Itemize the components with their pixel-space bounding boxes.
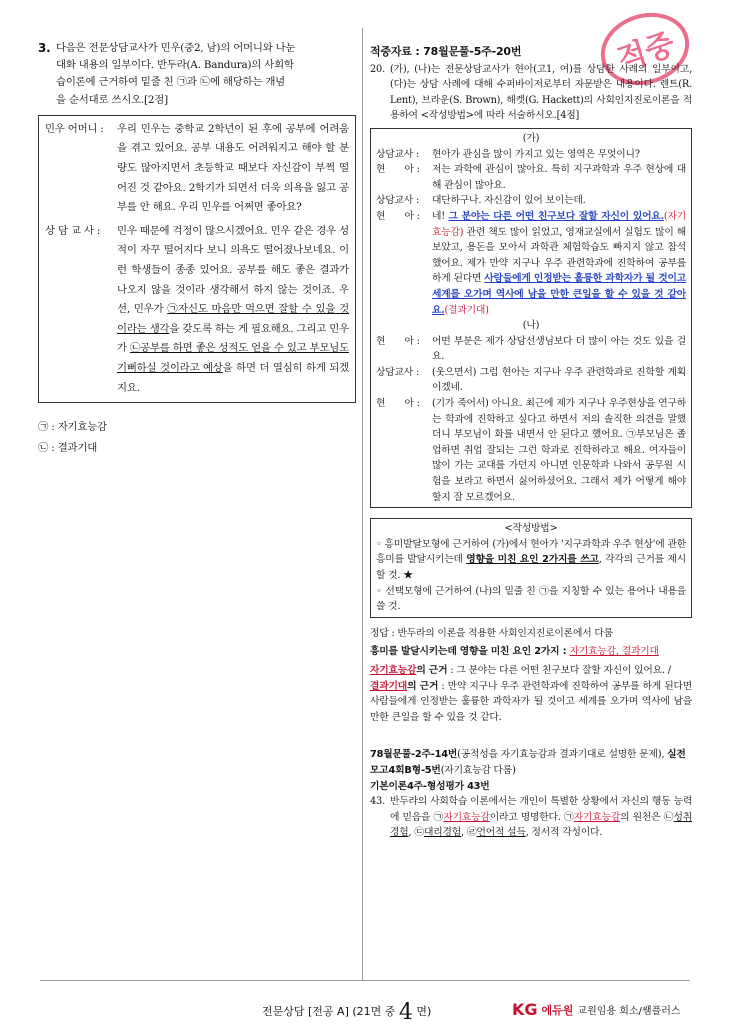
- question-text: 다음은 전문상담교사가 민우(중2, 남)의 어머니와 나눈 대화 내용의 일부이다. 반두라(A. Bandura)의 사회학 습이론에 근거하여 밑줄 친 ㉠과 ㉡에 해당하는 개념 을 순서대로 쓰시오.[2점]: [56, 42, 296, 106]
- dialogue-box: [38, 115, 356, 403]
- answer-list: [38, 419, 356, 457]
- dialogue-line: 현 아 : 네! 그 분야는 다른 어떤 친구보다 잘할 자신이 있어요.(자기효능감) 관련 책도 많이 읽었고, 영재교실에서 실험도 많이 해보았고, 용돈을 모아서 과학관 체험학습도 빠지지 않고 참석했어요. 제가 만약 지구나 우주 관련학과에 진학하여 공부를 하게 된다면 사람들에게 인정받는 훌륭한 과학자가 될 것이고 세계를 오가며 역사에 남을 만한 큰일을 할 수 있을 것 같아요.(결과기대): [376, 210, 686, 316]
- brand-logo: KG 에듀원 교원임용 희소/쌤플러스: [512, 1000, 681, 1019]
- dialogue-line: 상담교사 : 대단하구나. 자신감이 있어 보이는데.: [376, 195, 586, 207]
- section-ga: (가): [522, 132, 540, 144]
- speech-text: 우리 민우는 중학교 2학년이 된 후에 공부에 어려움을 겪고 있어요. 공부 내용도 어려워지고 해야 할 분량도 많아지면서 초등학교 때보다 자신감이 부쩍 떨어진 것 같아요. 2학기가 되면서 더욱 의욕을 잃고 공부를 안 해요. 우리 민우를 어쩌면 좋아요?: [117, 122, 349, 214]
- underline-2: ㉡공부를 하면 좋은 성적도 얻을 수 있고 부모님도 기뻐하실 것이라고 예상: [117, 342, 349, 374]
- footer-divider: [40, 980, 690, 981]
- dialogue-line: 상담교사 : 현아가 관심을 많이 가지고 있는 영역은 무엇이니?: [376, 148, 640, 160]
- speaker-label: 상 담 교 사 :: [45, 224, 101, 237]
- dialogue-counselor: [45, 222, 349, 398]
- reference-section: 78월문풀-2주-14번(공적성을 자기효능감과 결과기대로 설명한 문제), 실전모고4회B형-5번(자기효능감 다룸) 기본이론4주-형성평가 43번 43. 반두라의 사회학습 이론에서는 개인이 특별한 상황에서 자신의 행동 능력에 믿음을 ㉠자기효능감이라고 명명한다. ㉠자기효능감의 원천은 ㉡성취경험, ㉢대리경험, ㉣언어적 설득, 정서적 각성이다.: [370, 747, 692, 841]
- label-red: (자기효능감): [432, 210, 686, 238]
- question-text: (가), (나)는 전문상담교사가 현아(고1, 여)를 상담한 사례의 일부이고, (다)는 상담 사례에 대해 수퍼바이저로부터 자문받은 내용이다. 렌트(R. Lent), 브라운(S. Brown), 해켓(G. Hackett)의 사회인지진로이론을 적용하여 <작성방법>에 따라 서술하시오.[4점]: [390, 63, 692, 122]
- dialogue-line: 현 아 : 저는 과학에 관심이 많아요. 특히 지구과학과 우주 현상에 대해 관심이 많아요.: [376, 164, 686, 191]
- right-heading: 적중자료 : 78월문풀-5주-20번: [370, 45, 522, 58]
- question-3: [38, 40, 356, 109]
- column-divider: [362, 28, 363, 980]
- dialogue-mother: [45, 120, 349, 218]
- kg-logo-icon: KG: [512, 1000, 538, 1019]
- label-red: (결과기대): [444, 304, 489, 316]
- answer-section: 정답 : 반두라의 이론을 적용한 사회인지진로이론에서 다룸 흥미를 발달시키는데 영향을 미친 요인 2가지 : 자기효능감, 결과기대 자기효능감의 근거 : 그 분야는 다른 어떤 친구보다 잘할 자신이 있어요. / 결과기대의 근거 : 만약 지구나 우주 관련학과에 진학하여 공부를 하게 된다면 사람들에게 인정받는 훌륭한 과학자가 될 것이고 세계를 오가며 역사에 남을 만한 큰일을 할 수 있을 것 같다.: [370, 627, 692, 723]
- left-column: [38, 40, 356, 458]
- hit-stamp: 적중: [591, 2, 698, 96]
- dialogue-line: 상담교사 : (웃으면서) 그럼 현아는 지구나 우주 관련학과로 진학할 계획이겠네.: [376, 366, 686, 394]
- underline-blue: 사람들에게 인정받는 훌륭한 과학자가 될 것이고 세계를 오가며 역사에 남을 만한 큰일을 할 수 있을 것 같아요.: [432, 273, 686, 316]
- dialogue-line: 현 아 : 어떤 부분은 제가 상담선생님보다 더 많이 아는 것도 있을 걸요.: [376, 335, 686, 363]
- dialogue-line: 현 아 : (기가 죽어서) 아니요. 최근에 제가 지구나 우주현상을 연구하는 학과에 진학하고 싶다고 하면서 저의 솔직한 의견을 말했더니 부모님이 화를 내면서 안 된다고 했어요. ㉠부모님은 졸업하면 취업 잘되는 그런 학과로 진학하라고 해요. 여자들이 많이 가는 교대를 가던지 아니면 인문학과 나와서 공무원 시험을 보라고 하면서 싫어하셨어요. 그래서 제가 어떻게 해야 할지 잘 모르겠어요.: [376, 398, 686, 503]
- speech-text: 민우 때문에 걱정이 많으시겠어요. 민우 같은 경우 성적이 자꾸 떨어지다 보니 의욕도 떨어졌나보네요. 이런 학생들이 종종 있어요. 공부를 해도 좋은 결과가 나오지 않을 것이라 생각해서 하지 않는 것이죠. 우선, 민우가 ㉠자신도 마음만 먹으면 잘할 수 있을 것이라는 생각을 갖도록 하는 게 필요해요. 그리고 민우가 ㉡공부를 하면 좋은 성적도 얻을 수 있고 부모님도 기뻐하실 것이라고 예상을 하면 더 열심히 하게 되겠지요.: [117, 224, 349, 394]
- underline-blue: 그 분야는 다른 어떤 친구보다 잘할 자신이 있어요.: [448, 210, 664, 222]
- answer-2: ㉡ : 결과기대: [38, 442, 98, 455]
- method-box: <작성방법> ◦ 흥미발달모형에 근거하여 (가)에서 현아가 '지구과학과 우주 현상'에 관한 흥미를 발달시키는데 영향을 미친 요인 2가지를 쓰고, 각각의 근거를 제시할 것. ★ ◦ 선택모형에 근거하여 (나)의 밑줄 친 ㉠을 지칭할 수 있는 용어나 내용을 쓸 것.: [370, 518, 692, 618]
- question-43: 43. 반두라의 사회학습 이론에서는 개인이 특별한 상황에서 자신의 행동 능력에 믿음을 ㉠자기효능감이라고 명명한다. ㉠자기효능감의 원천은 ㉡성취경험, ㉢대리경험, ㉣언어적 설득, 정서적 각성이다.: [370, 796, 693, 839]
- case-box: [370, 128, 692, 508]
- page-number: 전문상담 [전공 A] (21면 중 4 면): [262, 1000, 432, 1025]
- section-na: (나): [522, 320, 540, 332]
- question-number: 3.: [38, 41, 51, 55]
- underline-1: ㉠자신도 마음만 먹으면 잘할 수 있을 것이라는 생각: [117, 303, 349, 335]
- speaker-label: 민우 어머니 :: [45, 122, 104, 135]
- answer-1: ㉠ : 자기효능감: [38, 421, 107, 434]
- question-20: 20. (가), (나)는 전문상담교사가 현아(고1, 여)를 상담한 사례의 일부이고, (다)는 상담 사례에 대해 수퍼바이저로부터 자문받은 내용이다. 렌트(R. Lent), 브라운(S. Brown), 해켓(G. Hackett)의 사회인지진로이론을 적용하여 <작성방법>에 따라 서술하시오.[4점]: [370, 62, 692, 124]
- right-column: [370, 44, 692, 841]
